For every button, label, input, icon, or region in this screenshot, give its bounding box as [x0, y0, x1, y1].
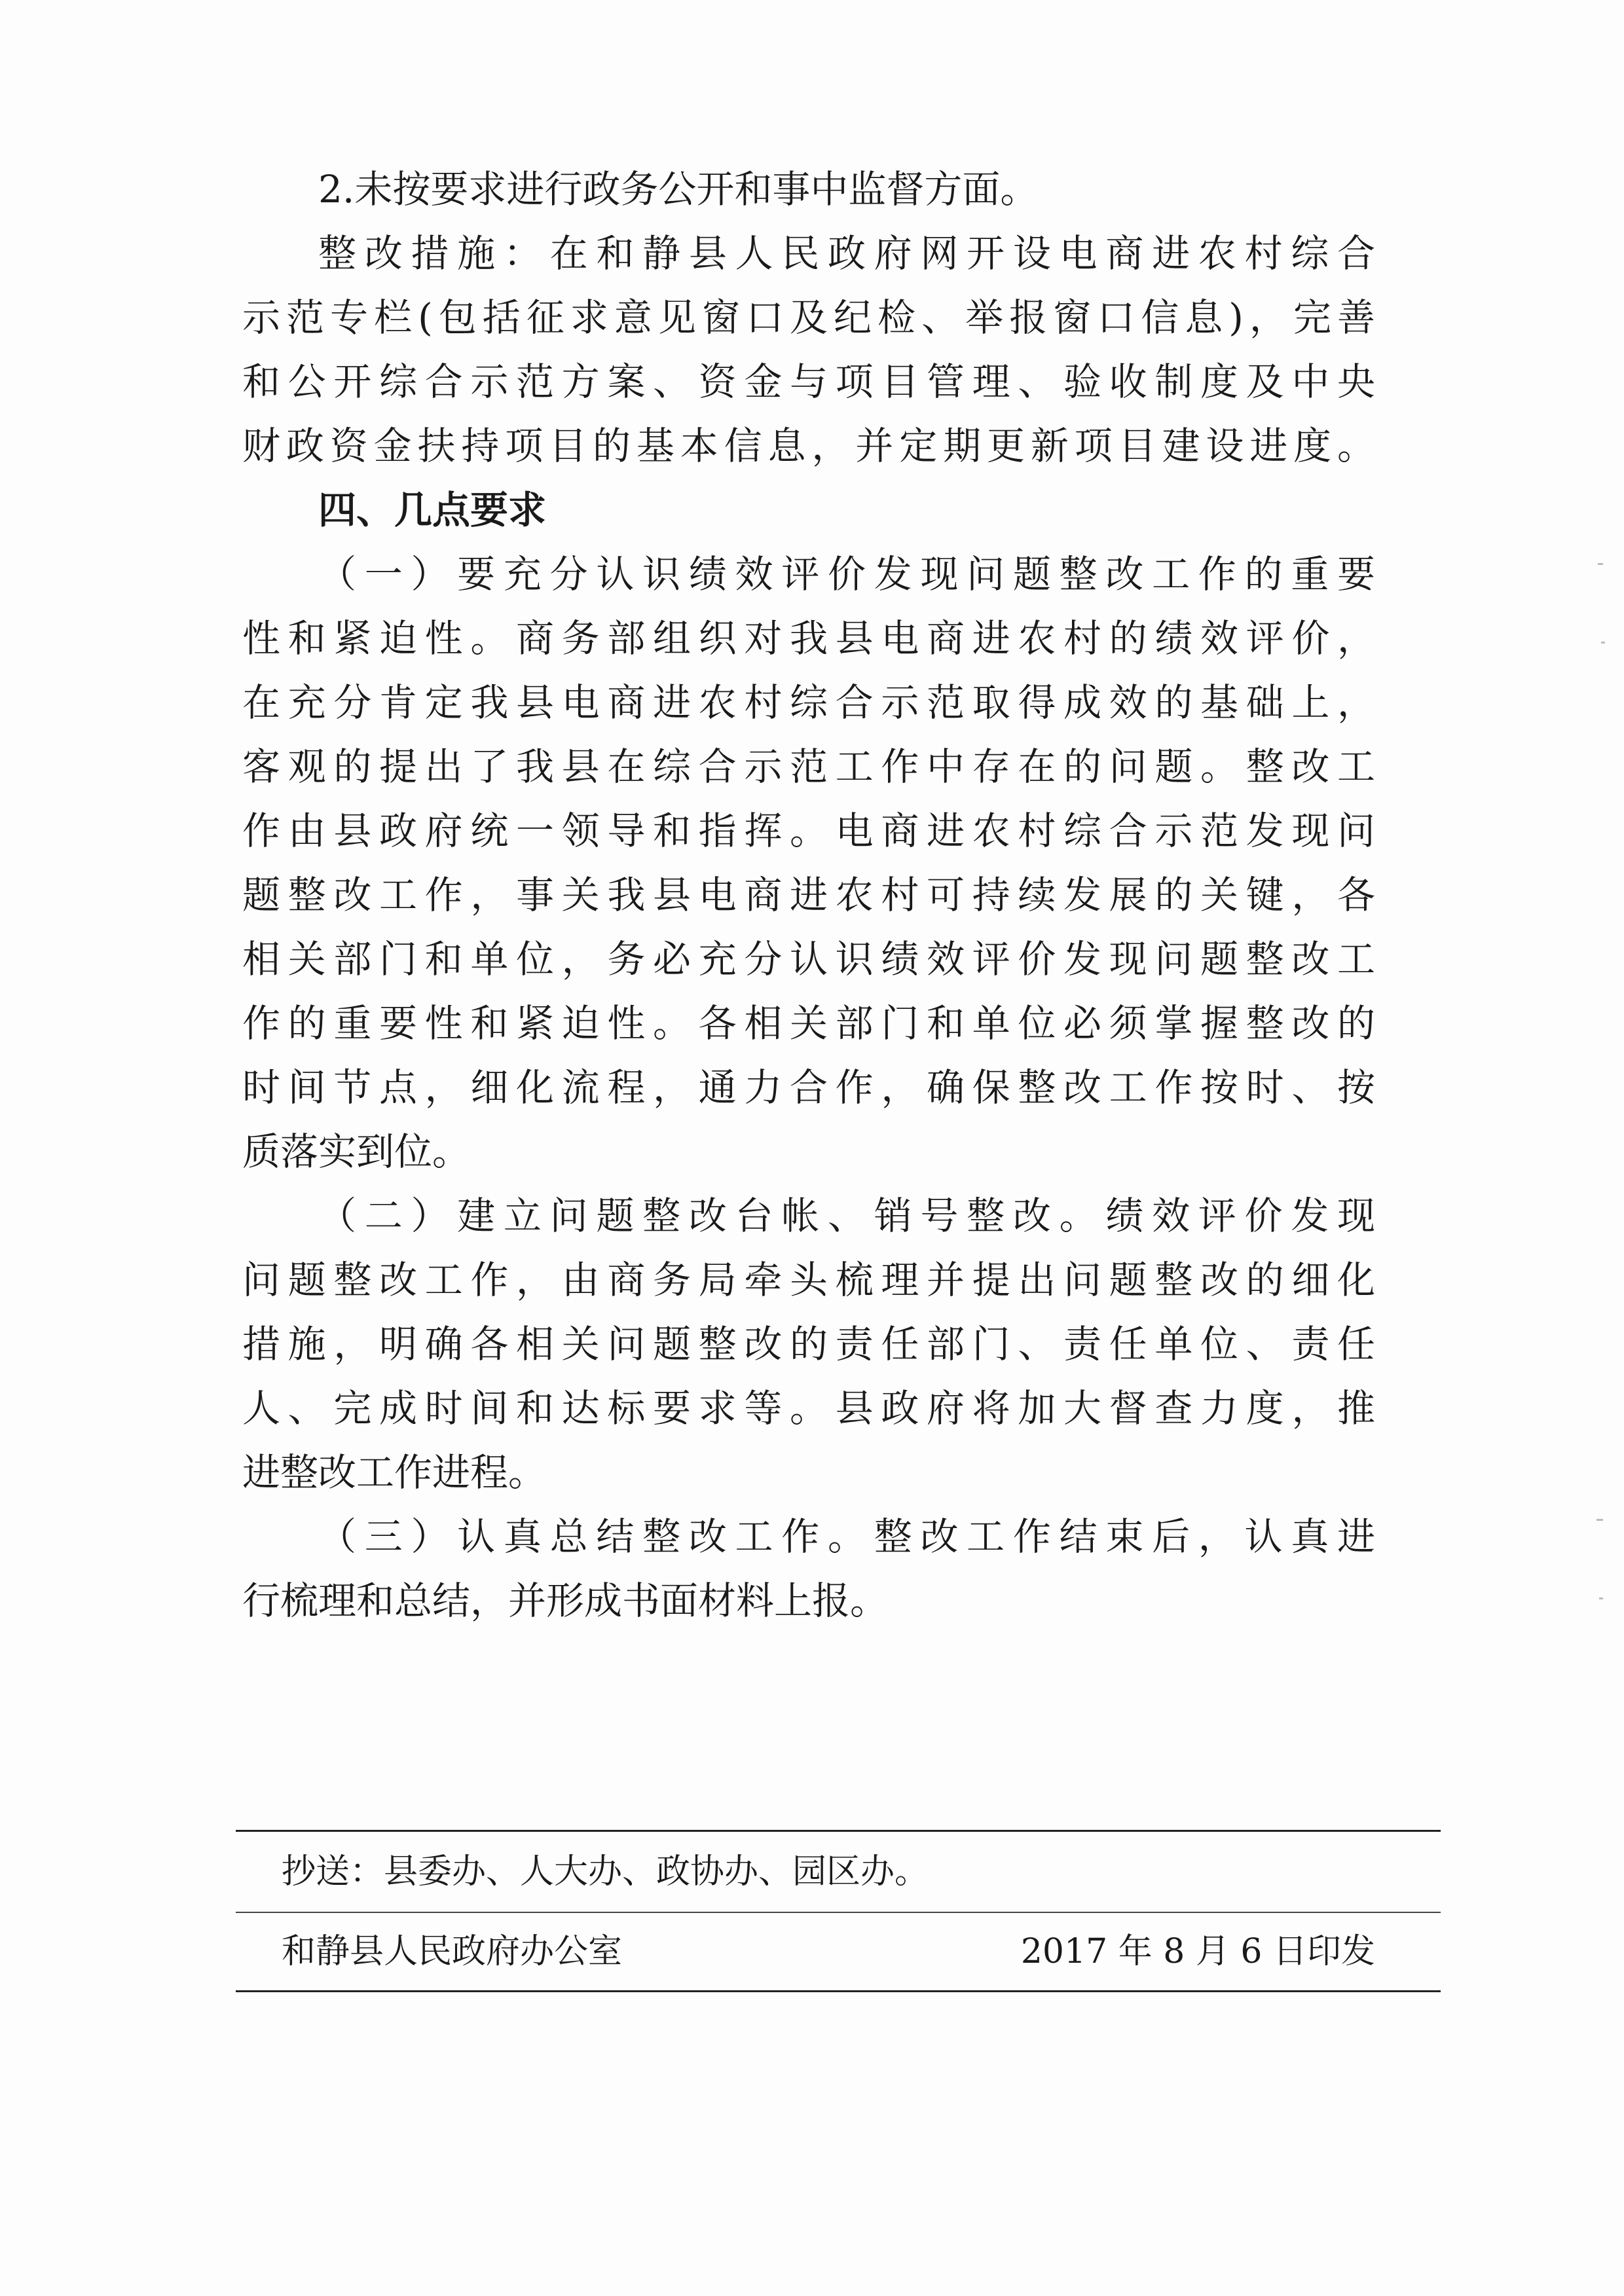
paragraph-req-3-line: （三）认真总结整改工作。整改工作结束后，认真进: [318, 1514, 1375, 1559]
paragraph-req-1-line: 题整改工作，事关我县电商进农村可持续发展的关键，各: [242, 873, 1375, 917]
paragraph-req-2-line: 措施，明确各相关问题整改的责任部门、责任单位、责任: [242, 1322, 1375, 1366]
paragraph-req-2-line: 问题整改工作，由商务局牵头梳理并提出问题整改的细化: [242, 1258, 1375, 1302]
cc-recipients: 抄送：县委办、人大办、政协办、园区办。: [282, 1852, 929, 1891]
scan-artifact: [1601, 642, 1605, 644]
scan-artifact: [1596, 1519, 1603, 1521]
paragraph-req-1-line: （一）要充分认识绩效评价发现问题整改工作的重要: [318, 552, 1375, 596]
paragraph-req-2-line: 人、完成时间和达标要求等。县政府将加大督查力度，推: [242, 1386, 1375, 1430]
paragraph-req-1-line: 作由县政府统一领导和指挥。电商进农村综合示范发现问: [242, 809, 1375, 853]
paragraph-req-1-line: 客观的提出了我县在综合示范工作中存在的问题。整改工: [242, 744, 1375, 789]
paragraph-measure-line: 和公开综合示范方案、资金与项目管理、验收制度及中央: [242, 359, 1375, 404]
paragraph-req-1-line: 性和紧迫性。商务部组织对我县电商进农村的绩效评价，: [242, 616, 1375, 661]
paragraph-req-1-line: 作的重要性和紧迫性。各相关部门和单位必须掌握整改的: [242, 1001, 1375, 1046]
paragraph-measure-line: 示范专栏(包括征求意见窗口及纪检、举报窗口信息)，完善: [242, 295, 1375, 340]
paragraph-measure-line: 财政资金扶持项目的基本信息，并定期更新项目建设进度。: [242, 424, 1375, 468]
paragraph-req-1-line: 质落实到位。: [242, 1129, 471, 1174]
issuer-name: 和静县人民政府办公室: [282, 1932, 623, 1971]
paragraph-req-1-line: 在充分肯定我县电商进农村综合示范取得成效的基础上，: [242, 680, 1375, 725]
scan-artifact: [1599, 1597, 1603, 1599]
document-footer: [236, 1830, 1441, 1992]
paragraph-req-2-line: 进整改工作进程。: [242, 1450, 547, 1495]
paragraph-item-2-line: 2.未按要求进行政务公开和事中监督方面。: [318, 167, 1039, 211]
section-heading: 四、几点要求: [318, 488, 547, 532]
paragraph-req-1-line: 时间节点，细化流程，通力合作，确保整改工作按时、按: [242, 1065, 1375, 1110]
paragraph-req-3-line: 行梳理和总结，并形成书面材料上报。: [242, 1578, 889, 1623]
paragraph-req-1-line: 相关部门和单位，务必充分认识绩效评价发现问题整改工: [242, 937, 1375, 981]
paragraph-req-2-line: （二）建立问题整改台帐、销号整改。绩效评价发现: [318, 1194, 1375, 1238]
footer-bottom-rule: [236, 1990, 1441, 1992]
issuer-row: [236, 1913, 1441, 1990]
paragraph-measure-line: 整改措施：在和静县人民政府网开设电商进农村综合: [318, 231, 1375, 276]
scan-artifact: [1598, 563, 1603, 565]
document-body: [242, 157, 1375, 1633]
issue-date: 2017 年 8 月 6 日印发: [1020, 1932, 1375, 1971]
